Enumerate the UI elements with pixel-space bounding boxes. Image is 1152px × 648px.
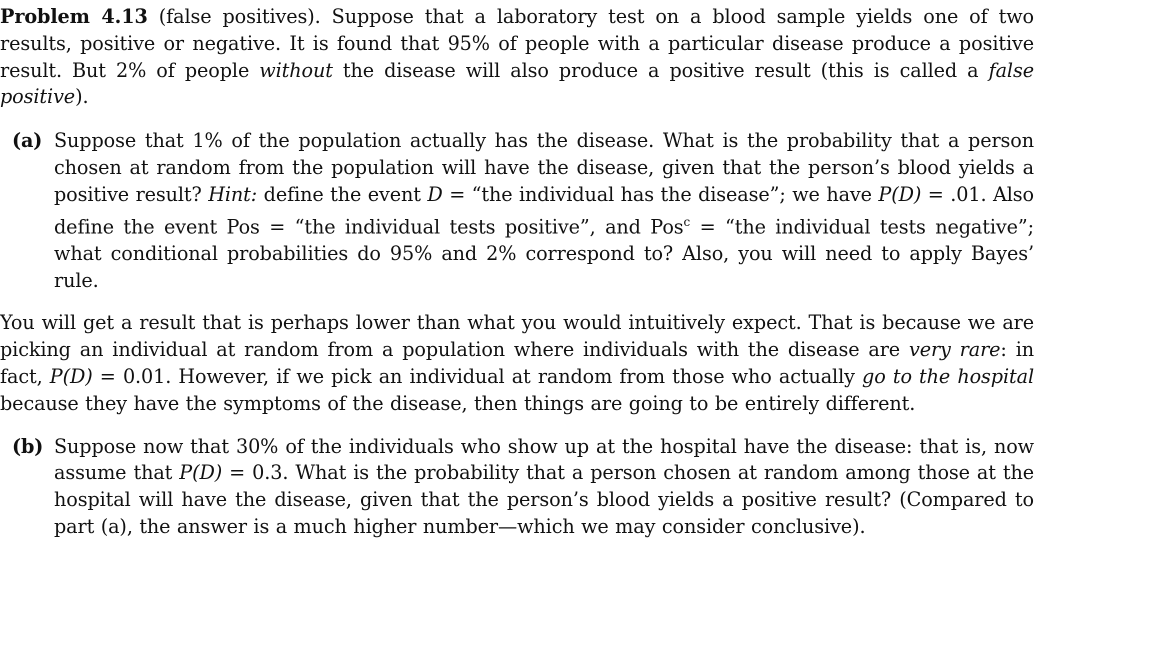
intro-false-positive: false positive xyxy=(0,58,1034,109)
problem-title: Problem 4.13 xyxy=(0,5,148,28)
middle-text-3: = 0.01. However, if we pick an individual at random from those who actually xyxy=(92,364,863,388)
part-a-text: Suppose that 1% of the population actually has the disease. What is the probability that a person chosen at random from the population will have the disease, given that the person’s blood yields a positive result? xyxy=(54,129,1034,206)
middle-text-2: : in fact, xyxy=(0,338,1034,388)
part-a-label: (a) xyxy=(12,129,43,153)
intro-text-3: ). xyxy=(75,85,89,109)
part-a-text-4: = .01. Also define the event Pos = “the individual tests positive”, and Pos xyxy=(54,182,1034,238)
part-b xyxy=(0,434,1034,541)
intro-text-2: the disease will also produce a positive result (this is called a xyxy=(332,58,989,82)
part-b-pd: P(D) xyxy=(179,461,223,485)
middle-pd: P(D) xyxy=(49,364,93,388)
part-a-event-d: D xyxy=(427,182,443,206)
middle-paragraph xyxy=(0,310,1034,417)
intro-without: without xyxy=(259,58,333,82)
middle-very-rare: very rare xyxy=(908,338,1001,362)
problem-subtitle: (false positives). xyxy=(158,5,321,28)
problem-intro xyxy=(0,4,1034,111)
middle-text: You will get a result that is perhaps lower than what you would intuitively expect. That is because we are picking an individual at random from a population where individuals with the disease are xyxy=(0,311,1034,362)
middle-go-hospital: go to the hospital xyxy=(862,364,1034,388)
problem-document xyxy=(0,4,1034,541)
intro-text: Suppose that a laboratory test on a blood sample yields one of two results, positive or negative. It is found that 95% of people with a particular disease produce a positive result. But 2% of people xyxy=(0,5,1034,82)
middle-text-4: because they have the symptoms of the disease, then things are going to be entirely different. xyxy=(0,391,916,415)
part-a-pd: P(D) xyxy=(878,182,922,206)
part-a xyxy=(0,128,1034,294)
part-a-text-5: = “the individual tests negative”; what conditional probabilities do 95% and 2% correspond to? Also, you will need to apply Bayes’ rule. xyxy=(54,214,1034,292)
part-b-label: (b) xyxy=(12,434,44,458)
part-a-hint-label: Hint: xyxy=(208,182,258,206)
part-b-text-2: = 0.3. What is the probability that a person chosen at random among those at the hospital will have the disease, given that the person’s blood yields a positive result? (Compared to part (a), the answer is a much higher number—which we may consider conclusive). xyxy=(54,461,1035,538)
part-b-text: Suppose now that 30% of the individuals who show up at the hospital have the disease: that is, now assume that xyxy=(54,434,1034,485)
part-a-text-2: define the event xyxy=(257,182,428,206)
part-a-complement-sup: c xyxy=(683,214,691,229)
part-a-text-3: = “the individual has the disease”; we have xyxy=(442,182,879,206)
